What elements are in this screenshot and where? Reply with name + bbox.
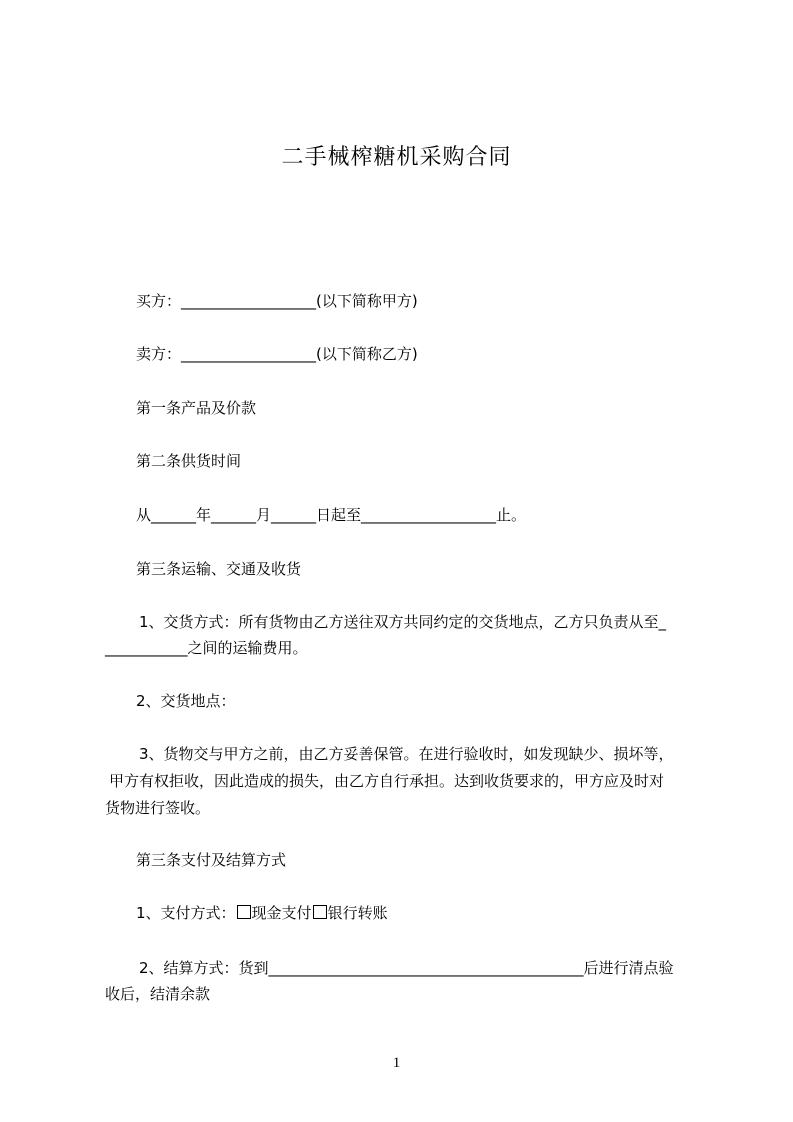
article1-heading: 第一条产品及价款 (136, 399, 257, 417)
delivery-method-line2: ___________之间的运输费用。 (105, 639, 308, 657)
supply-period-line: 从______年______月______日起至__________________止。 (136, 506, 527, 524)
payment-method-label: 1、支付方式： (136, 904, 236, 922)
bank-transfer-option-label: 银行转账 (327, 904, 388, 922)
buyer-line: 买方：__________________(以下简称甲方) (136, 292, 418, 310)
delivery-method-line1: 1、交货方式：所有货物由乙方送往双方共同约定的交货地点，乙方只负责从至_ (139, 613, 667, 631)
cash-checkbox[interactable] (237, 905, 251, 919)
article2-heading: 第二条供货时间 (136, 452, 242, 470)
delivery-place-line: 2、交货地点： (136, 692, 236, 710)
bank-transfer-checkbox[interactable] (313, 905, 327, 919)
settlement-line2: 收后，结清余款 (105, 985, 211, 1003)
seller-line: 卖方：__________________(以下简称乙方) (136, 345, 418, 363)
payment-heading: 第三条支付及结算方式 (136, 851, 287, 869)
page-title: 二手械榨糖机采购合同 (281, 145, 512, 170)
page-number: 1 (392, 1055, 401, 1071)
payment-method-line (136, 903, 388, 923)
article3-heading: 第三条运输、交通及收货 (136, 560, 302, 578)
custody-line1: 3、货物交与甲方之前，由乙方妥善保管。在进行验收时，如发现缺少、损坏等， (139, 745, 674, 763)
custody-line2: 甲方有权拒收，因此造成的损失，由乙方自行承担。达到收货要求的，甲方应及时对 (109, 772, 665, 790)
custody-line3: 货物进行签收。 (105, 799, 211, 817)
settlement-line1: 2、结算方式：货到__________________________________________后进行清点验 (139, 959, 674, 977)
cash-option-label: 现金支付 (251, 904, 312, 922)
